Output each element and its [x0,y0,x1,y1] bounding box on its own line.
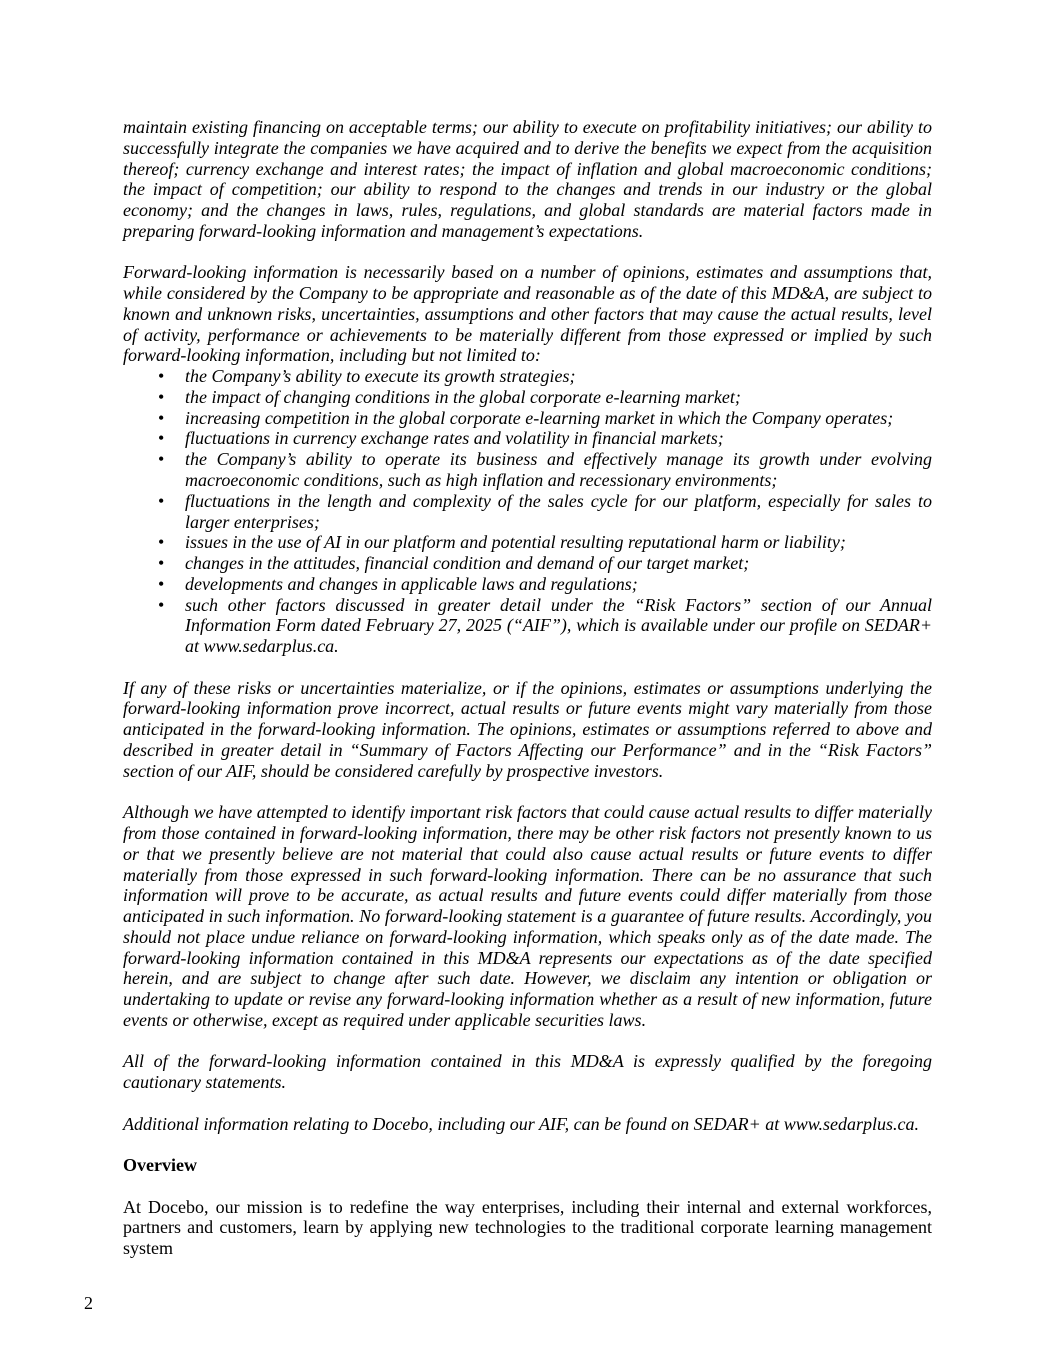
list-item [123,574,932,595]
bullet-icon: • [158,449,165,470]
bullet-icon: • [158,428,165,449]
list-item [123,408,932,429]
bullet-icon: • [158,573,165,594]
bullet-icon: • [158,553,165,574]
paragraph-additional-info: Additional information relating to Docebo, including our AIF, can be found on SEDAR+ at www.sedarplus.ca. [123,1113,919,1134]
bullet-icon: • [158,532,165,553]
bullet-text: fluctuations in the length and complexity of the sales cycle for our platform, especially for sales to larger enterprises; [185,490,932,532]
list-item [123,491,932,533]
paragraph-risks-materialize: If any of these risks or uncertainties materialize, or if the opinions, estimates or assumptions underlying the forward-looking information prove incorrect, actual results or future events might vary materially from those anticipated in the forward-looking information. The opinions, estimates or assumptions referred to above and described in greater detail in “Summary of Factors Affecting our Performance” and in the “Risk Factors” section of our AIF, should be considered carefully by prospective investors. [123,677,932,781]
paragraph-forward-looking-factors: maintain existing financing on acceptable terms; our ability to execute on profitability initiatives; our ability to successfully integrate the companies we have acquired and to derive the benefits we expect from the acquisition thereof; currency exchange and interest rates; the impact of inflation and global macroeconomic conditions; the impact of competition; our ability to respond to the changes and trends in our industry or the global economy; and the changes in laws, rules, regulations, and global standards are material factors made in preparing forward-looking information and management’s expectations. [123,117,932,241]
list-item [123,532,932,553]
list-item [123,387,932,408]
risk-factor-bullet-list [123,366,932,657]
paragraph-qualified-statement: All of the forward-looking information contained in this MD&A is expressly qualified by the foregoing cautionary statements. [123,1051,932,1093]
paragraph-although-risk-factors: Although we have attempted to identify important risk factors that could cause actual results to differ materially from those contained in forward-looking information, there may be other risk factors not presently known to us or that we presently believe are not material that could also cause actual results or future events to differ materially from those expressed in such forward-looking information. There can be no assurance that such information will prove to be accurate, as actual results and future events could differ materially from those anticipated in such information. No forward-looking statement is a guarantee of future results. Accordingly, you should not place undue reliance on forward-looking information, which speaks only as of the date made. The forward-looking information contained in this MD&A represents our expectations as of the date specified herein, and are subject to change after such date. However, we disclaim any intention or obligation or undertaking to update or revise any forward-looking information whether as a result of new information, future events or otherwise, except as required under applicable securities laws. [123,802,932,1030]
bullet-text: issues in the use of AI in our platform and potential resulting reputational harm or liability; [185,532,846,553]
paragraph-overview-intro: At Docebo, our mission is to redefine the way enterprises, including their internal and external workforces, partners and customers, learn by applying new technologies to the traditional corporate learning management system [123,1196,932,1259]
list-item [123,449,932,491]
bullet-icon: • [158,490,165,511]
list-item [123,428,932,449]
bullet-text: increasing competition in the global corporate e-learning market in which the Company operates; [185,407,894,428]
bullet-icon: • [158,407,165,428]
bullet-text: the Company’s ability to execute its growth strategies; [185,366,576,387]
bullet-icon: • [158,386,165,407]
bullet-text: fluctuations in currency exchange rates and volatility in financial markets; [185,428,724,449]
section-heading-overview: Overview [123,1155,197,1176]
bullet-text: changes in the attitudes, financial condition and demand of our target market; [185,553,750,574]
bullet-text: developments and changes in applicable laws and regulations; [185,573,638,594]
page-content [123,117,932,1280]
bullet-icon: • [158,594,165,615]
bullet-text: the Company’s ability to operate its business and effectively manage its growth under evolving macroeconomic conditions, such as high inflation and recessionary environments; [185,449,932,490]
bullet-text: such other factors discussed in greater detail under the “Risk Factors” section of our Annual Information Form dated February 27, 2025 (“AIF”), which is available under our profile on SEDAR+ at www.sedarplus.ca. [185,594,932,657]
list-item [123,366,932,387]
bullet-icon: • [158,366,165,387]
page-number: 2 [84,1293,93,1313]
list-item [123,595,932,657]
bullet-text: the impact of changing conditions in the global corporate e-learning market; [185,386,741,407]
paragraph-forward-looking-basis: Forward-looking information is necessarily based on a number of opinions, estimates and assumptions that, while considered by the Company to be appropriate and reasonable as of the date of this MD&A, are subject to known and unknown risks, uncertainties, assumptions and other factors that may cause the actual results, level of activity, performance or achievements to be materially different from those expressed or implied by such forward-looking information, including but not limited to: [123,262,932,366]
list-item [123,553,932,574]
